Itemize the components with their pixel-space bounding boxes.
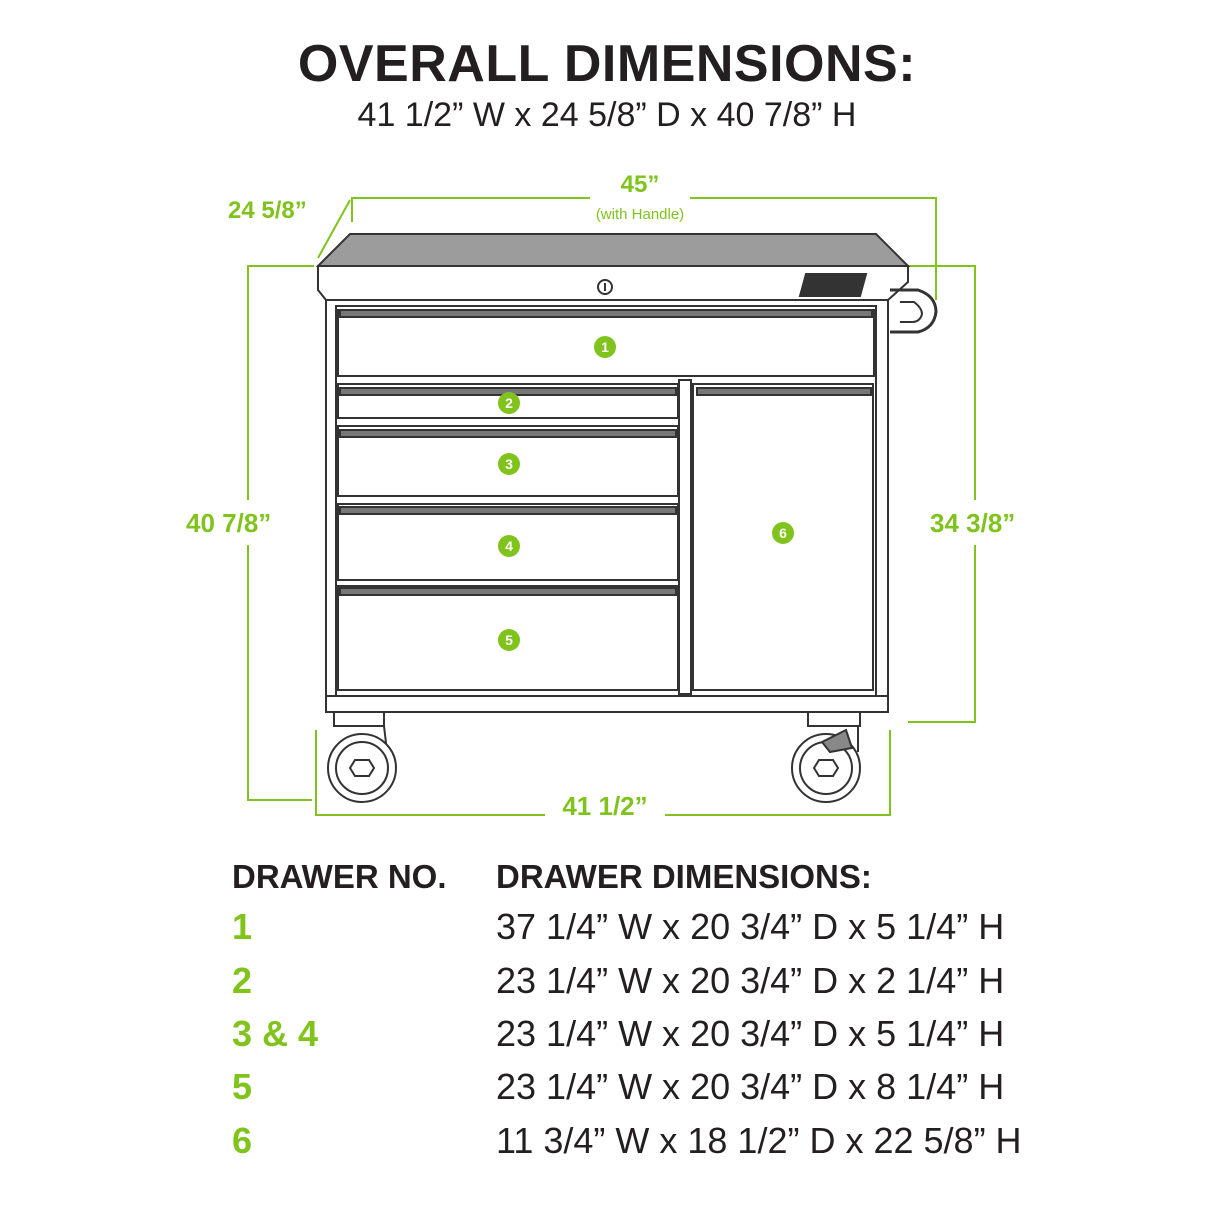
drawer-dimensions: 23 1/4” W x 20 3/4” D x 8 1/4” H	[496, 1066, 1005, 1107]
drawer-3-handle	[340, 430, 676, 437]
svg-text:2: 2	[505, 395, 513, 411]
drawer-number: 2	[232, 960, 253, 1001]
table-row	[0, 1120, 1214, 1174]
table-row	[0, 1013, 1214, 1067]
depth-label: 24 5/8”	[228, 197, 307, 224]
brand-logo	[800, 274, 866, 296]
drawer-number: 3 & 4	[232, 1013, 319, 1054]
table-row	[0, 906, 1214, 960]
width-handle-note: (with Handle)	[595, 206, 685, 223]
width-handle-label: 45”	[620, 171, 660, 198]
drawer-number: 1	[232, 906, 253, 947]
drawer-no-header: DRAWER NO.	[232, 858, 447, 895]
height-body-dimension-top	[908, 266, 975, 500]
svg-text:6: 6	[779, 525, 787, 541]
side-handle	[890, 290, 936, 332]
drawer-4-handle	[340, 507, 676, 514]
drawer-5-handle	[340, 588, 676, 595]
page-title: OVERALL DIMENSIONS:	[297, 35, 917, 93]
width-handle-dimension-left	[352, 198, 590, 222]
drawer-dimensions: 37 1/4” W x 20 3/4” D x 5 1/4” H	[496, 906, 1005, 947]
svg-text:4: 4	[505, 538, 513, 554]
height-body-dimension-bottom	[908, 545, 975, 722]
drawer-dimensions-header: DRAWER DIMENSIONS:	[496, 858, 872, 895]
drawer-number: 5	[232, 1066, 253, 1107]
height-total-dimension-top	[248, 266, 314, 500]
svg-text:1: 1	[601, 339, 609, 355]
height-total-label: 40 7/8”	[186, 508, 272, 538]
drawer-dimensions: 23 1/4” W x 20 3/4” D x 5 1/4” H	[496, 1013, 1005, 1054]
drawer-dimensions: 23 1/4” W x 20 3/4” D x 2 1/4” H	[496, 960, 1005, 1001]
table-row	[0, 960, 1214, 1014]
table-row	[0, 1066, 1214, 1120]
height-total-dimension-bottom	[248, 545, 312, 800]
chest-top-mat	[318, 234, 908, 266]
drawer-1-handle	[340, 310, 872, 317]
svg-text:5: 5	[505, 632, 513, 648]
tool-chest	[318, 234, 936, 802]
height-body-label: 34 3/8”	[930, 508, 1016, 538]
overall-dimensions-text: 41 1/2” W x 24 5/8” D x 40 7/8” H	[357, 96, 857, 134]
drawer-number: 6	[232, 1120, 253, 1161]
width-body-label: 41 1/2”	[562, 791, 648, 821]
drawer-dimensions: 11 3/4” W x 18 1/2” D x 22 5/8” H	[496, 1120, 1022, 1161]
tool-chest-diagram	[0, 150, 1214, 830]
drawer-6-handle	[697, 388, 871, 395]
svg-text:3: 3	[505, 456, 513, 472]
